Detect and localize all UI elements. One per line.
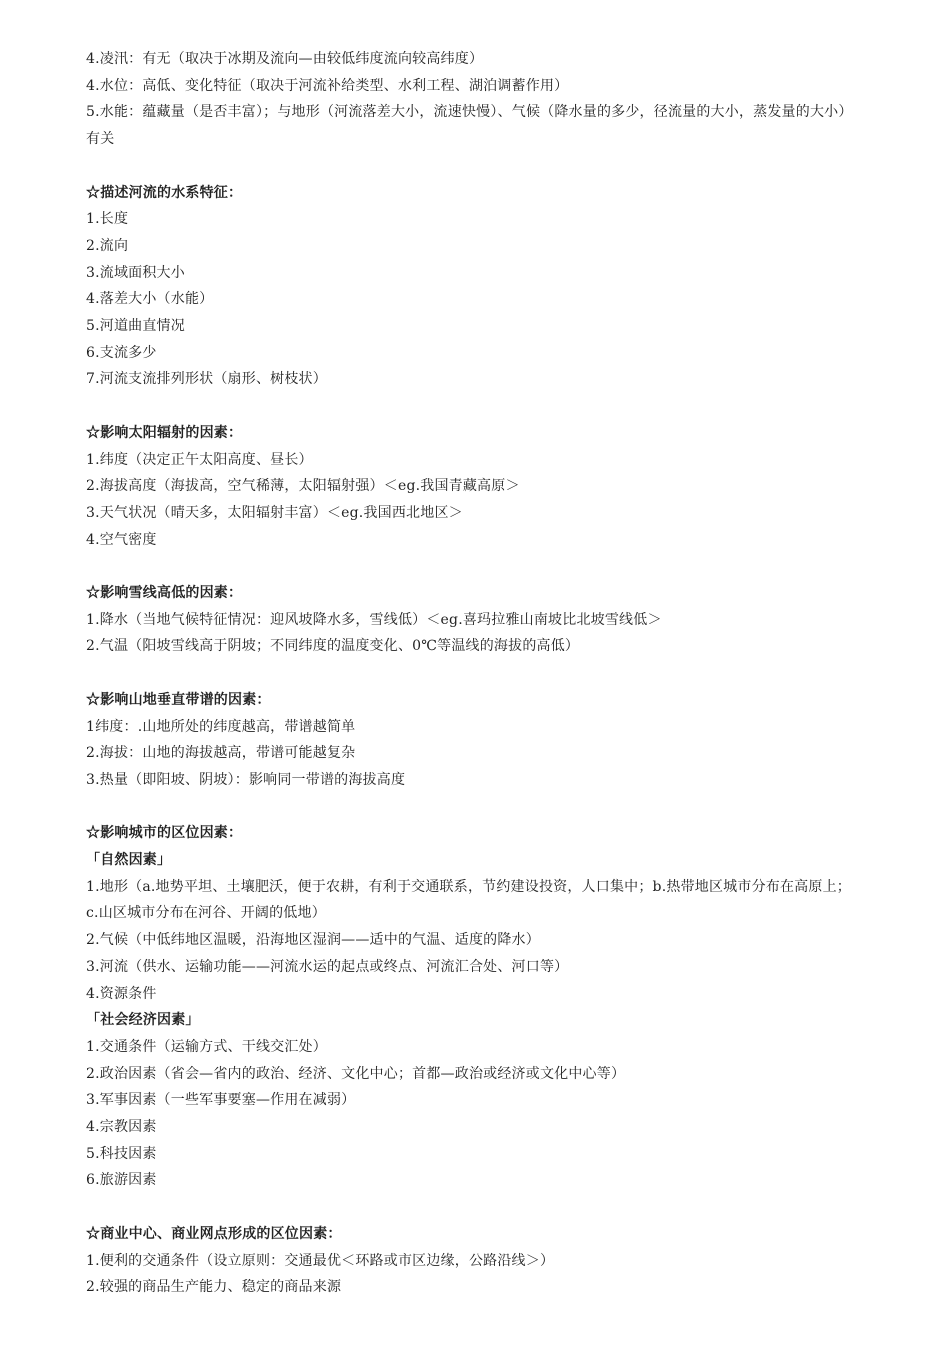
list-item: 6.旅游因素 (86, 1172, 157, 1189)
list-item: 4.资源条件 (86, 985, 157, 1002)
spacer (86, 794, 870, 821)
list-item: 2.气候（中低纬地区温暖，沿海地区湿润——适中的气温、适度的降水） (86, 932, 540, 949)
list-item: 7.河流支流排列形状（扇形、树枝状） (86, 371, 327, 388)
section-heading: ☆影响山地垂直带谱的因素： (86, 691, 271, 708)
list-item: 5.科技因素 (86, 1145, 157, 1162)
list-item: 1.交通条件（运输方式、干线交汇处） (86, 1038, 327, 1055)
subsection-title: 「自然因素」 (86, 852, 172, 869)
spacer (86, 1194, 870, 1221)
list-item: 3.军事因素（一些军事要塞—作用在减弱） (86, 1092, 356, 1109)
list-item: 2.海拔：山地的海拔越高，带谱可能越复杂 (86, 745, 356, 762)
list-item: 5.河道曲直情况 (86, 318, 185, 335)
list-item: 1纬度：.山地所处的纬度越高，带谱越简单 (86, 718, 356, 735)
intro-line: 4.凌汛：有无（取决于冰期及流向—由较低纬度流向较高纬度） (86, 51, 484, 67)
section-heading: ☆商业中心、商业网点形成的区位因素： (86, 1225, 342, 1242)
list-item: 2.政治因素（省会—省内的政治、经济、文化中心；首都—政治或经济或文化中心等） (86, 1065, 626, 1082)
list-item: 2.流向 (86, 237, 129, 254)
list-item: 1.纬度（决定正午太阳高度、昼长） (86, 451, 313, 468)
list-item: 1.便利的交通条件（设立原则：交通最优＜环路或市区边缘，公路沿线＞） (86, 1252, 555, 1269)
spacer (86, 393, 870, 420)
subsection-title: 「社会经济因素」 (86, 1012, 200, 1029)
spacer (86, 153, 870, 180)
list-item: 3.流域面积大小 (86, 264, 185, 281)
list-item: 2.气温（阳坡雪线高于阴坡；不同纬度的温度变化、0℃等温线的海拔的高低） (86, 638, 580, 655)
section-heading: ☆影响太阳辐射的因素： (86, 424, 243, 441)
list-item: 4.空气密度 (86, 531, 157, 548)
section-heading: ☆描述河流的水系特征： (86, 184, 243, 201)
section-heading: ☆影响雪线高低的因素： (86, 585, 243, 602)
list-item: 1.降水（当地气候特征情况：迎风坡降水多，雪线低）＜eg.喜玛拉雅山南坡比北坡雪线低＞ (86, 611, 662, 628)
list-item: 2.较强的商品生产能力、稳定的商品来源 (86, 1279, 342, 1296)
spacer (86, 660, 870, 687)
intro-line: 4.水位：高低、变化特征（取决于河流补给类型、水利工程、湖泊调蓄作用） (86, 77, 569, 94)
list-item: 6.支流多少 (86, 344, 157, 361)
section-heading: ☆影响城市的区位因素： (86, 825, 243, 842)
list-item: 3.热量（即阳坡、阴坡）：影响同一带谱的海拔高度 (86, 771, 406, 788)
list-item: 1.长度 (86, 211, 129, 228)
list-item: 4.落差大小（水能） (86, 291, 214, 308)
spacer (86, 553, 870, 580)
list-item: 1.地形（a.地势平坦、土壤肥沃，便于农耕，有利于交通联系，节约建设投资，人口集中；b.热带地区城市分布在高原上；c.山区城市分布在河谷、开阔的低地） (86, 878, 851, 922)
list-item: 2.海拔高度（海拔高，空气稀薄，太阳辐射强）＜eg.我国青藏高原＞ (86, 478, 520, 495)
list-item: 3.河流（供水、运输功能——河流水运的起点或终点、河流汇合处、河口等） (86, 958, 569, 975)
intro-line: 5.水能：蕴藏量（是否丰富）；与地形（河流落差大小，流速快慢）、气候（降水量的多少，径流量的大小，蒸发量的大小）有关 (86, 104, 853, 148)
list-item: 4.宗教因素 (86, 1119, 157, 1136)
list-item: 3.天气状况（晴天多，太阳辐射丰富）＜eg.我国西北地区＞ (86, 504, 463, 521)
